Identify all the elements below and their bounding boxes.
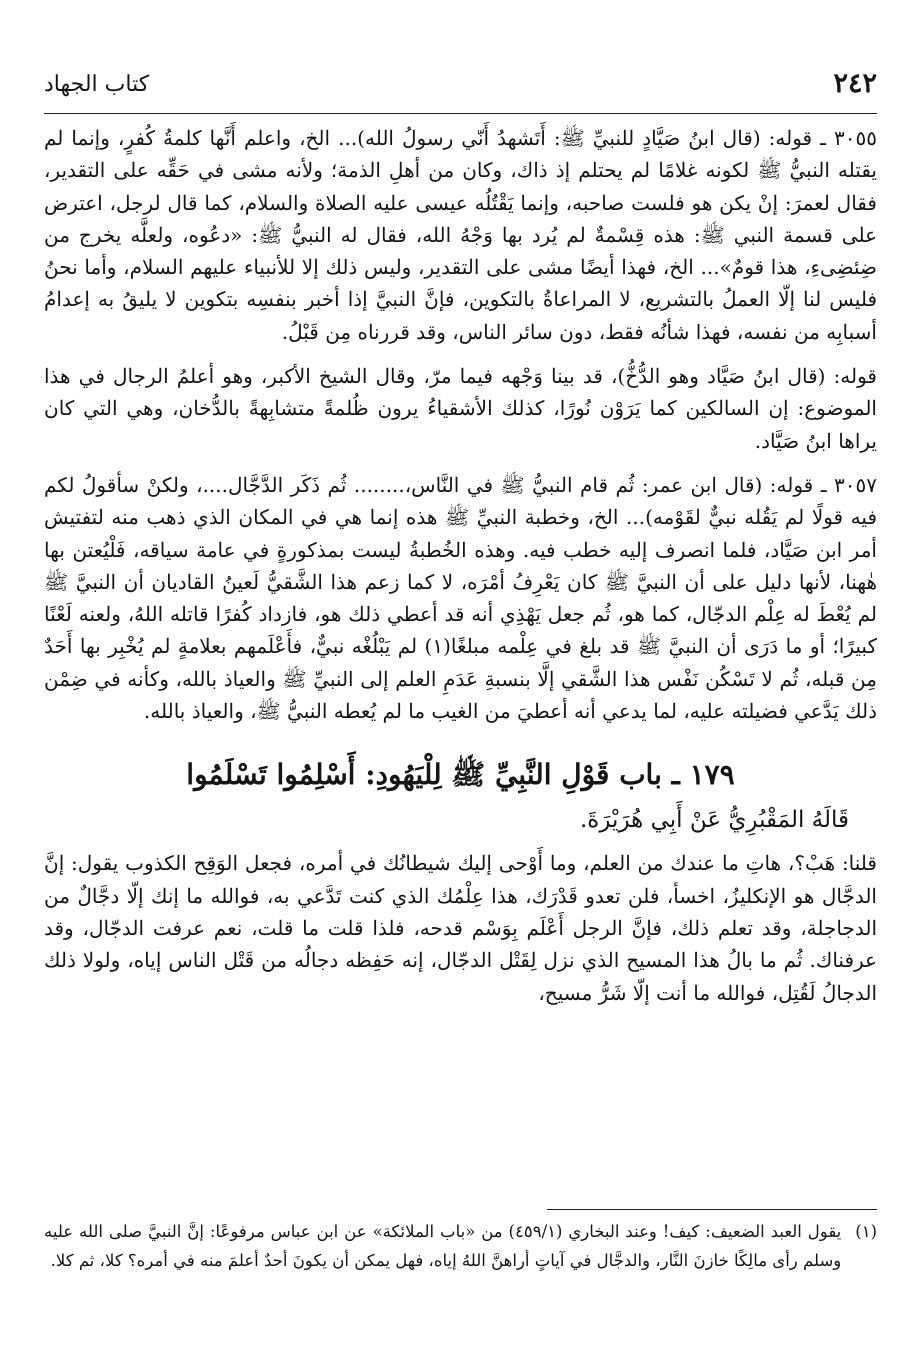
main-text <box>44 122 877 1009</box>
footnote <box>44 1217 877 1275</box>
book-title: كتاب الجهاد <box>44 72 150 97</box>
header-divider <box>44 113 877 114</box>
footnote-number: (١) <box>855 1222 877 1241</box>
paragraph-dukh: قوله: (قال ابنُ صَيَّاد وهو الدُّخُّ)، قد بينا وَجْهه فيما مرّ، وقال الشيخ الأكبر، وهو أعلمُ الرجال في هذا الموضوع: إن السالكين كما يَرَوْن نُورًا، كذلك الأشقياءُ يرون ظُلمةً متشابِهةً بالدُّخان، وهي التي كان يراها ابنُ صَيَّاد. <box>44 364 877 453</box>
paragraph-3057: ٣٠٥٧ ـ قوله: (قال ابن عمر: ثُم قام النبيُّ ﷺ في النَّاس،........ ثُم ذَكَر الدَّجَّال....، ولكنْ سأقولُ لكم فيه قولًا لم يَقُله نبيٌّ لقَوْمه)... الخ، وخطبة النبيِّ ﷺ هذه إنما هي في المكان الذي ذهب منه لتفتيش أمر ابن صَيَّاد، فلما انصرف إليه خطب فيه. وهذه الخُطبةُ ليست بمذكورةٍ في عامة سياقه، فَلْيُعتن بها هٰهنا، لأنها دليل على أن النبيَّ ﷺ كان يَعْرِفُ أمْرَه، لا كما زعم هذا الشَّقيُّ لَعينُ القاديان أن النبيَّ ﷺ لم يُعْطَ له عِلْم الدجّال، كما هو، ثُم جعل يَهْذِي أنه قد أعطي ذلك هو، فازداد كُفرًا قاتله اللهُ، ولعنه لَعْنًا كبيرًا؛ أو ما دَرَى أن النبيَّ ﷺ قد بلغ في عِلْمه مبلغًا(١) لم يَبْلُغْه نبيٌّ، فأَعْلَمهم بعلامةٍ لم يُخْبِر بها أَحَدٌ مِن قبله، ثُم لا تَسْكُن نَفْس هذا الشَّقي إلَّا بنسبةِ عَدَمِ العلم إلى النبيِّ ﷺ والعياذ بالله، وكأنه في ضِمْن ذلك يَدَّعي فضيلته عليه، لما يدعي أنه أعطيَ من الغيب ما لم يُعطه النبيُّ ﷺ، والعياذ بالله. <box>44 472 878 724</box>
paragraph-3055: ٣٠٥٥ ـ قوله: (قال ابنُ صَيَّادٍ للنبيِّ ﷺ: أَتَشهدُ أَنّي رسولُ الله)... الخ، واعلم أَنَّها كلمةُ كُفرٍ، وإنما لم يقتله النبيُّ ﷺ لكونه غلامًا لم يحتلم إذ ذاك، وكان من أهلِ الذمة؛ ولأنه مشى في حَقِّه على التقدير، فقال لعمرَ: إنْ يكن هو فلست صاحبه، وإنما يَقْتُلُه عيسى عليه الصلاة والسلام، كما قال لرجل، اعترض على قسمة النبي ﷺ: هذه قِسْمةٌ لم يُرد بها وَجْهُ الله، فقال له النبيُّ ﷺ: «دعُوه، ولعلَّه يخرج من ضِئضِىءِ، هذا قومٌ»... الخ، فهذا أيضًا مشى على التقدير، وليس ذلك إلا للأنبياء عليهم السلام، وأما نحنُ فليس لنا إلّا العملُ بالتشريع، لا المراعاةُ بالتكوين، فإنَّ النبيَّ إذا أخبر بنفسِه بتكوين لا يليقُ به إعدامُ أسبابِه من نفسه، فهذا شأنُه فقط، دون سائر الناس، وقد قررناه مِن قَبْلُ. <box>44 126 877 344</box>
chapter-heading: ١٧٩ ـ باب قَوْلِ النَّبِيِّ ﷺ لِلْيَهُودِ: أَسْلِمُوا تَسْلَمُوا <box>186 758 735 792</box>
footnote-text: يقول العبد الضعيف: كيف! وعند البخاري (٤٥٩/١) من «باب الملائكة» عن ابن عباس مرفوعًا: إنَّ النبيَّ صلى الله عليه وسلم رأى مالِكًا خازنَ النَّار، والدجَّال في آياتٍ أراهنَّ اللهُ إياه، فهل يمكن أن يكونَ أحدٌ أعلمَ منه في أمره؟ كلا، ثم كلا. <box>44 1222 842 1270</box>
paragraph-closing: قلنا: هَبْ؟، هاتِ ما عندك من العلم، وما أَوْحى إليك شيطانُك في أمره، فجعل الوَقِح الكذوب يقول: إنَّ الدجَّال هو الإنكليزُ، اخسأ، فلن تعدو قَدْرَك، هذا عِلْمُك الذي كنت تَدَّعي به، فوالله ما إنك إلّا دجَّالٌ من الدجاجلة، وقد تعلم ذلك، فإنَّ الرجل أَعْلَم بِوَسْم قدحه، فلذا قلت ما قلت، نعم عرفت الدجّال، وقد عرفناك. ثُم ما بالُ هذا المسيح الذي نزل لِقَتْل الدجّال، إنه حَفِظه دجالُه من قَتْل الناس إياه، ولولا ذلك الدجالُ لَقُتِل، فوالله ما أنت إلّا شَرُّ مسيح، <box>44 851 877 1005</box>
footnote-divider <box>547 1209 877 1210</box>
chapter-narrator: قَالَهُ المَقْبُرِيُّ عَنْ أَبِي هُرَيْرَةَ. <box>579 807 849 834</box>
page-number: ٢٤٢ <box>833 68 877 99</box>
page-header <box>44 68 877 108</box>
